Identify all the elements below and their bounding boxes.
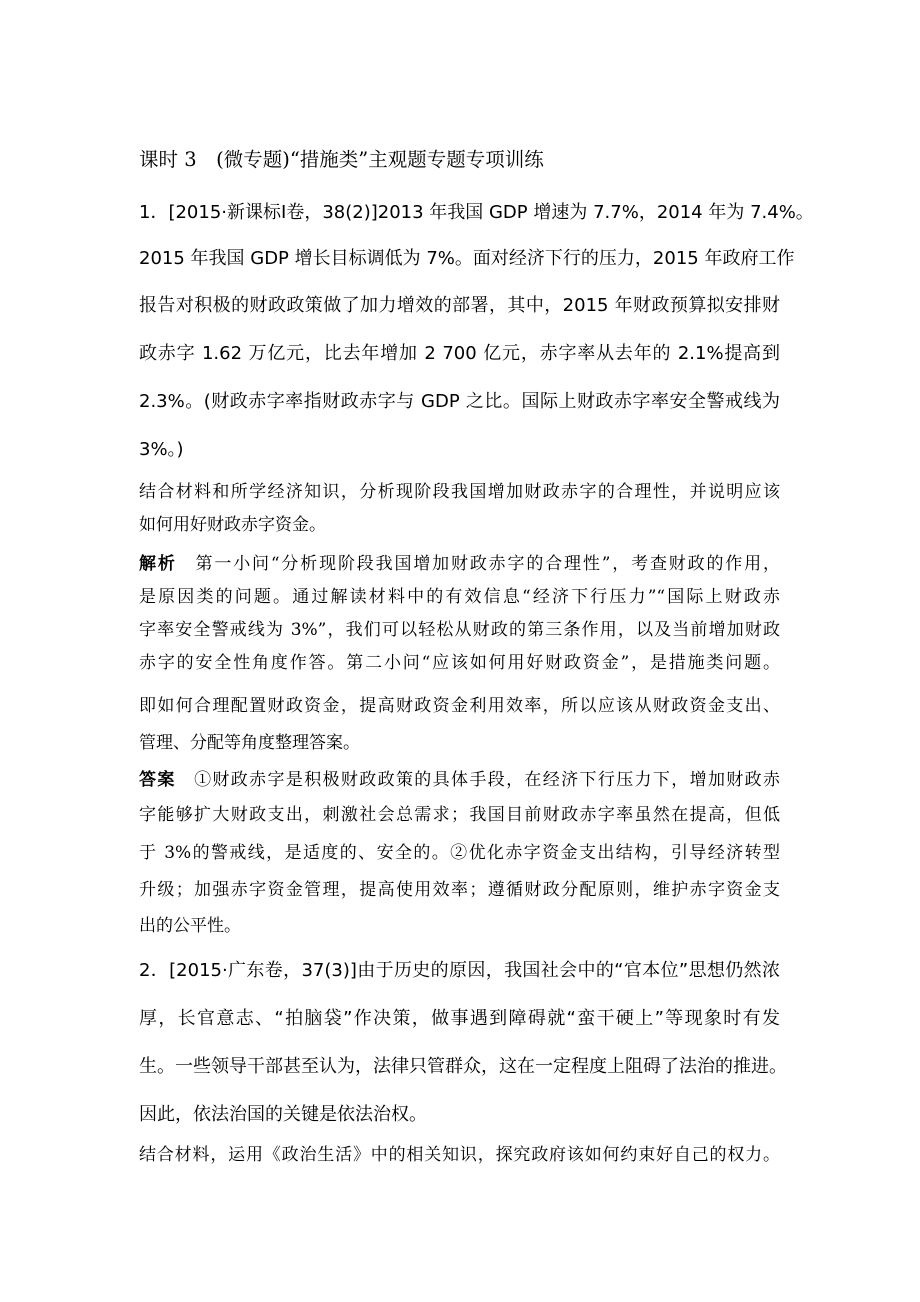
q2-stem-line-3: 生。一些领导干部甚至认为，法律只管群众，这在一定程度上阻碍了法治的推进。 [139,1056,787,1077]
q2-stem-line-1: 2．[2015·广东卷，37(3)]由于历史的原因，我国社会中的“官本位”思想仍然浓 [139,960,780,981]
q1-stem-line-1: 1．[2015·新课标Ⅰ卷，38(2)]2013 年我国 GDP 增速为 7.7%，2014 年为 7.4%。 [139,202,814,223]
analysis-text-1: 第一小问“分析现阶段我国增加财政赤字的合理性”，考查财政的作用， [176,554,780,574]
q2-stem-line-4: 因此，依法治国的关键是依法治权。 [139,1104,427,1125]
q1-stem-line-4: 政赤字 1.62 万亿元，比去年增加 2 700 亿元，赤字率从去年的 2.1%提高到 [139,343,780,364]
q1-analysis-line-4: 赤字的安全性角度作答。第二小问“应该如何用好财政资金”，是措施类问题。 [139,653,780,673]
q1-stem-line-5: 2.3%。(财政赤字率指财政赤字与 GDP 之比。国际上财政赤字率安全警戒线为 [139,391,780,412]
q1-analysis-line-2: 是原因类的问题。通过解读材料中的有效信息“经济下行压力”“国际上财政赤 [139,587,780,607]
q1-answer-line-5: 出的公平性。 [139,916,241,936]
q1-stem-line-3: 报告对积极的财政政策做了加力增效的部署，其中，2015 年财政预算拟安排财 [139,295,780,316]
q1-analysis-line-3: 字率安全警戒线为 3%”，我们可以轻松从财政的第三条作用，以及当前增加财政 [139,620,780,640]
analysis-label: 解析 [139,554,177,574]
q1-analysis-line-5: 即如何合理配置财政资金，提高财政资金利用效率，所以应该从财政资金支出、 [139,696,780,716]
q1-stem-line-2: 2015 年我国 GDP 增长目标调低为 7%。面对经济下行的压力，2015 年政府工作 [139,248,795,269]
q1-answer-line-1 [139,772,780,789]
q1-stem-line-6: 3%。) [139,439,184,460]
q2-stem-line-2: 厚，长官意志、“拍脑袋”作决策，做事遇到障碍就“蛮干硬上”等现象时有发 [139,1008,780,1029]
q1-analysis-line-1 [139,556,780,573]
q1-ask-line-2: 如何用好财政赤字资金。 [139,515,326,535]
answer-label: 答案 [139,770,176,790]
q1-answer-line-2: 字能够扩大财政支出，刺激社会总需求；我国目前财政赤字率虽然在提高，但低 [139,805,780,825]
q1-analysis-line-6: 管理、分配等角度整理答案。 [139,733,360,753]
q1-answer-line-4: 升级；加强赤字资金管理，提高使用效率；遵循财政分配原则，维护赤字资金支 [139,880,780,900]
answer-text-1: ①财政赤字是积极财政政策的具体手段，在经济下行压力下，增加财政赤 [175,770,781,790]
lesson-title: 课时 3 (微专题)“措施类”主观题专题专项训练 [139,148,544,171]
q2-ask: 结合材料，运用《政治生活》中的相关知识，探究政府该如何约束好自己的权力。 [139,1145,780,1165]
q1-answer-line-3: 于 3%的警戒线，是适度的、安全的。②优化赤字资金支出结构，引导经济转型 [139,843,780,863]
q1-ask-line-1: 结合材料和所学经济知识，分析现阶段我国增加财政赤字的合理性，并说明应该 [139,482,780,502]
